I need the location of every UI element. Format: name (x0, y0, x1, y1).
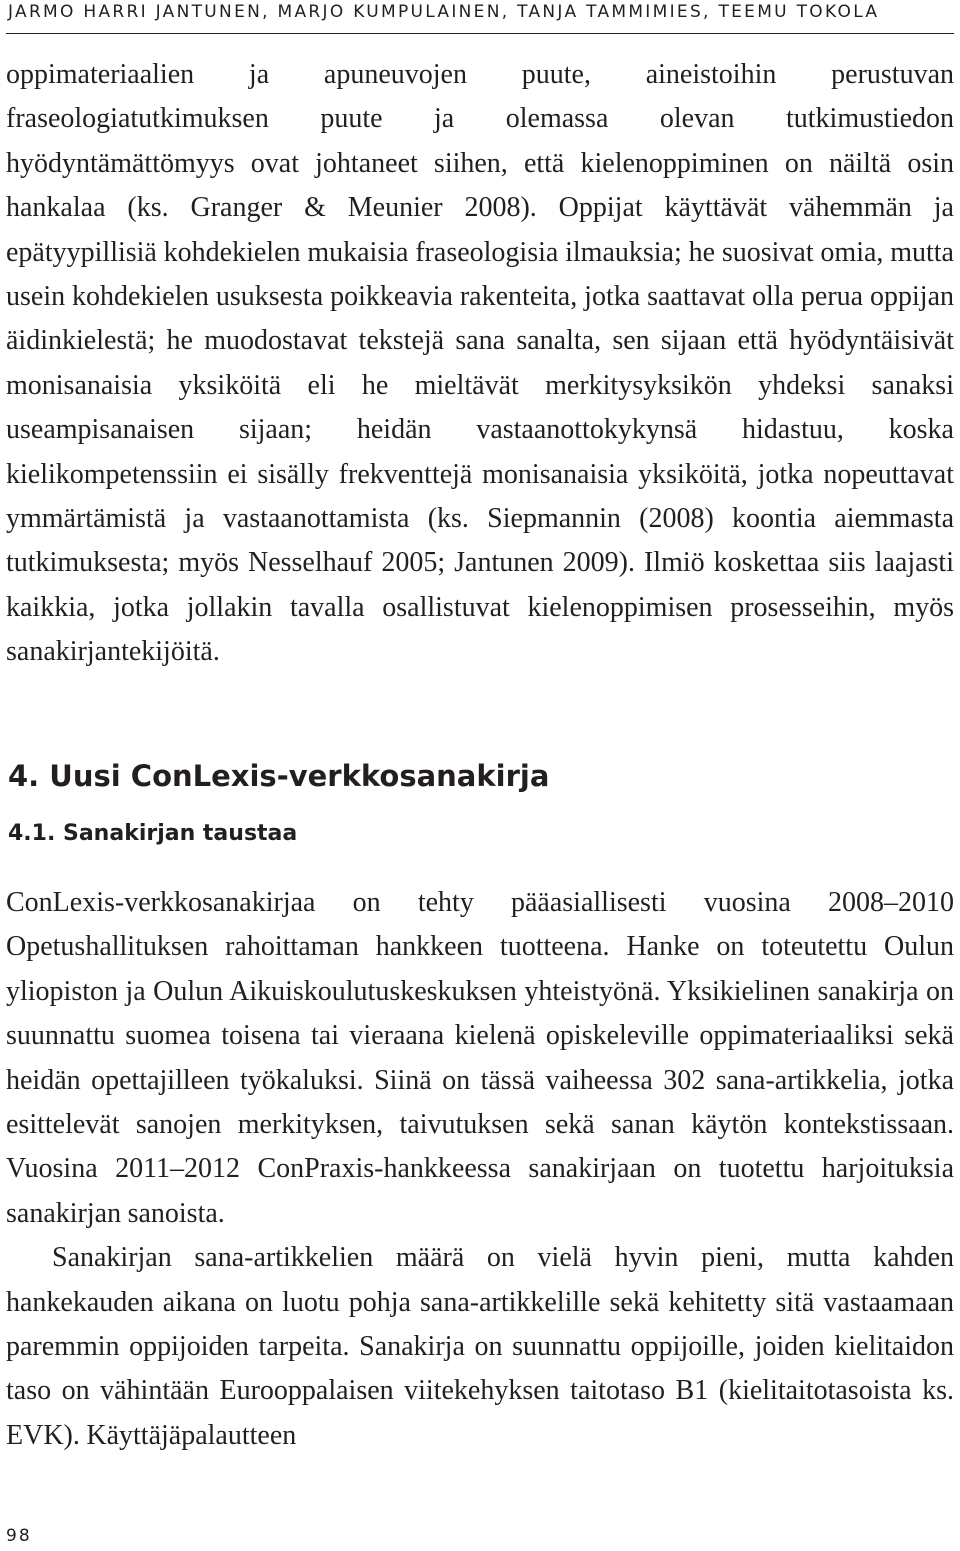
header-rule (6, 33, 954, 34)
body-text-upper (6, 53, 954, 675)
paragraph: ConLexis-verkkosanakirjaa on tehty pääasiallisesti vuosina 2008–2010 Opetushallituksen rahoittaman hankkeen tuotteena. Hanke on toteutettu Oulun yliopiston ja Oulun Aikuiskoulutuskeskuksen yhteistyönä. Yksikielinen sanakirja on suunnattu suomea toisena tai vieraana kielenä opiskeleville oppimateriaaliksi sekä heidän opettajilleen työkaluksi. Siinä on tässä vaiheessa 302 sana-artikkelia, jotka esittelevät sanojen merkityksen, taivutuksen sekä sanan käytön kontekstissaan. Vuosina 2011–2012 ConPraxis-hankkeessa sanakirjaan on tuotettu harjoituksia sanakirjan sanoista. (6, 887, 954, 1229)
paragraph: oppimateriaalien ja apuneuvojen puute, aineistoihin perustuvan fraseologiatutkimuksen puute ja olemassa olevan tutkimustiedon hyödyntämättömyys ovat johtaneet siihen, että kielenoppiminen on näiltä osin hankalaa (ks. Granger & Meunier 2008). Oppijat käyttävät vähemmän ja epätyypillisiä kohdekielen mukaisia fraseologisia ilmauksia; he suosivat omia, mutta usein kohdekielen usuksesta poikkeavia rakenteita, jotka saattavat olla perua oppijan äidinkielestä; he muodostavat tekstejä sana sanalta, sen sijaan että hyödyntäisivät monisanaisia yksiköitä eli he mieltävät merkitysyksikön yhdeksi sanaksi useampisanaisen sijaan; heidän vastaanottokykynsä hidastuu, koska kielikompetenssiin ei sisälly frekventtejä monisanaisia yksiköitä, jotka nopeuttavat ymmärtämistä ja vastaanottamista (ks. Siepmannin (2008) koontia aiemmasta tutkimuksesta; myös Nesselhauf 2005; Jantunen 2009). Ilmiö koskettaa siis laajasti kaikkia, jotka jollakin tavalla osallistuvat kielenoppimisen prosesseihin, myös sanakirjantekijöitä. (6, 59, 954, 668)
page-number: 98 (6, 1526, 32, 1546)
body-text-lower (6, 881, 954, 1458)
subsection-heading: 4.1. Sanakirjan taustaa (8, 821, 298, 846)
running-head: JARMO HARRI JANTUNEN, MARJO KUMPULAINEN, TANJA TAMMIMIES, TEEMU TOKOLA (8, 2, 880, 22)
section-heading: 4. Uusi ConLexis-verkkosanakirja (8, 759, 550, 793)
paragraph: Sanakirjan sana-artikkelien määrä on vielä hyvin pieni, mutta kahden hankekauden aikana on luotu pohja sana-artikkelille sekä kehitetty sitä vastaamaan paremmin oppijoiden tarpeita. Sanakirja on suunnattu oppijoille, joiden kielitaidon taso on vähintään Eurooppalaisen viitekehyksen taitotaso B1 (kielitaitotasoista ks. EVK). Käyttäjäpalautteen (6, 1242, 954, 1451)
